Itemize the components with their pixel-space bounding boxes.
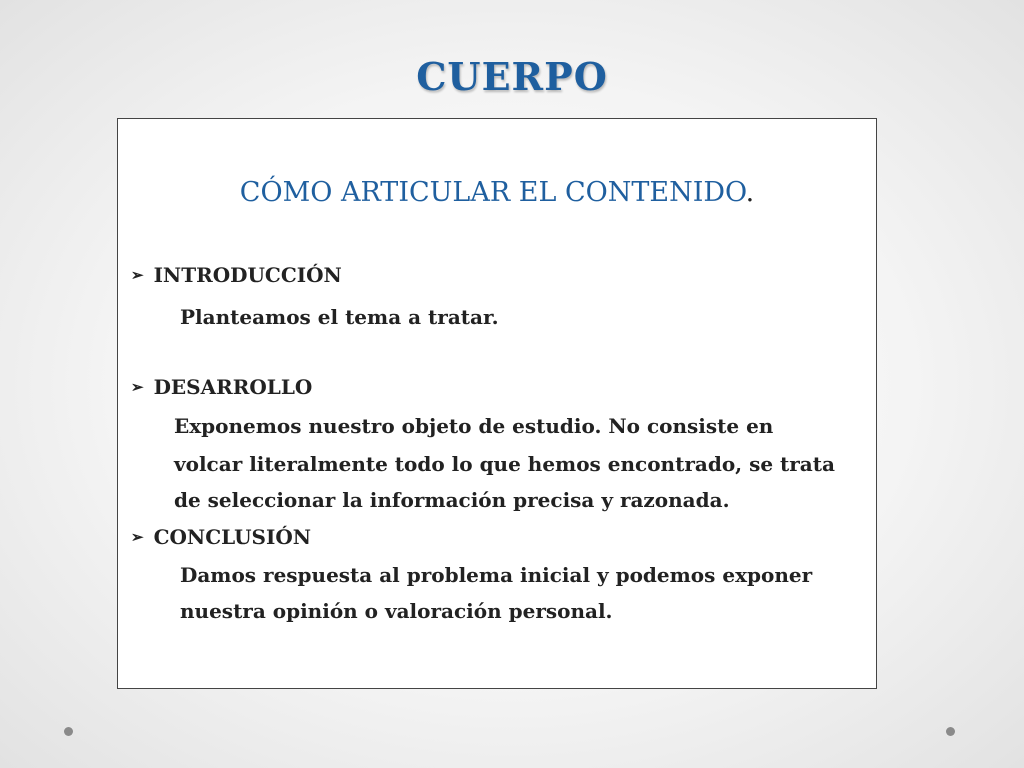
bullet-desarrollo [131, 375, 312, 399]
body-line: nuestra opinión o valoración personal. [180, 599, 613, 623]
body-line: volcar literalmente todo lo que hemos encontrado, se trata [174, 452, 835, 476]
slide-title: CUERPO [416, 54, 608, 99]
bullet-conclusion [131, 525, 311, 549]
decorative-dot-right [946, 727, 955, 736]
body-line: Damos respuesta al problema inicial y podemos exponer [180, 563, 813, 587]
body-line: Planteamos el tema a tratar. [180, 305, 499, 329]
body-line: Exponemos nuestro objeto de estudio. No consiste en [174, 414, 774, 438]
bullet-label: DESARROLLO [153, 375, 313, 399]
bullet-introduccion [131, 263, 342, 287]
bullet-label: CONCLUSIÓN [153, 525, 312, 549]
decorative-dot-left [64, 727, 73, 736]
arrow-bullet-icon: ➢ [131, 378, 144, 396]
body-line: de seleccionar la información precisa y razonada. [174, 488, 730, 512]
box-heading-text: CÓMO ARTICULAR EL CONTENIDO [239, 177, 746, 208]
box-heading [118, 177, 876, 208]
bullet-label: INTRODUCCIÓN [153, 263, 342, 287]
arrow-bullet-icon: ➢ [131, 266, 144, 284]
content-box [117, 118, 877, 689]
box-heading-dot: . [745, 177, 755, 208]
arrow-bullet-icon: ➢ [131, 528, 144, 546]
